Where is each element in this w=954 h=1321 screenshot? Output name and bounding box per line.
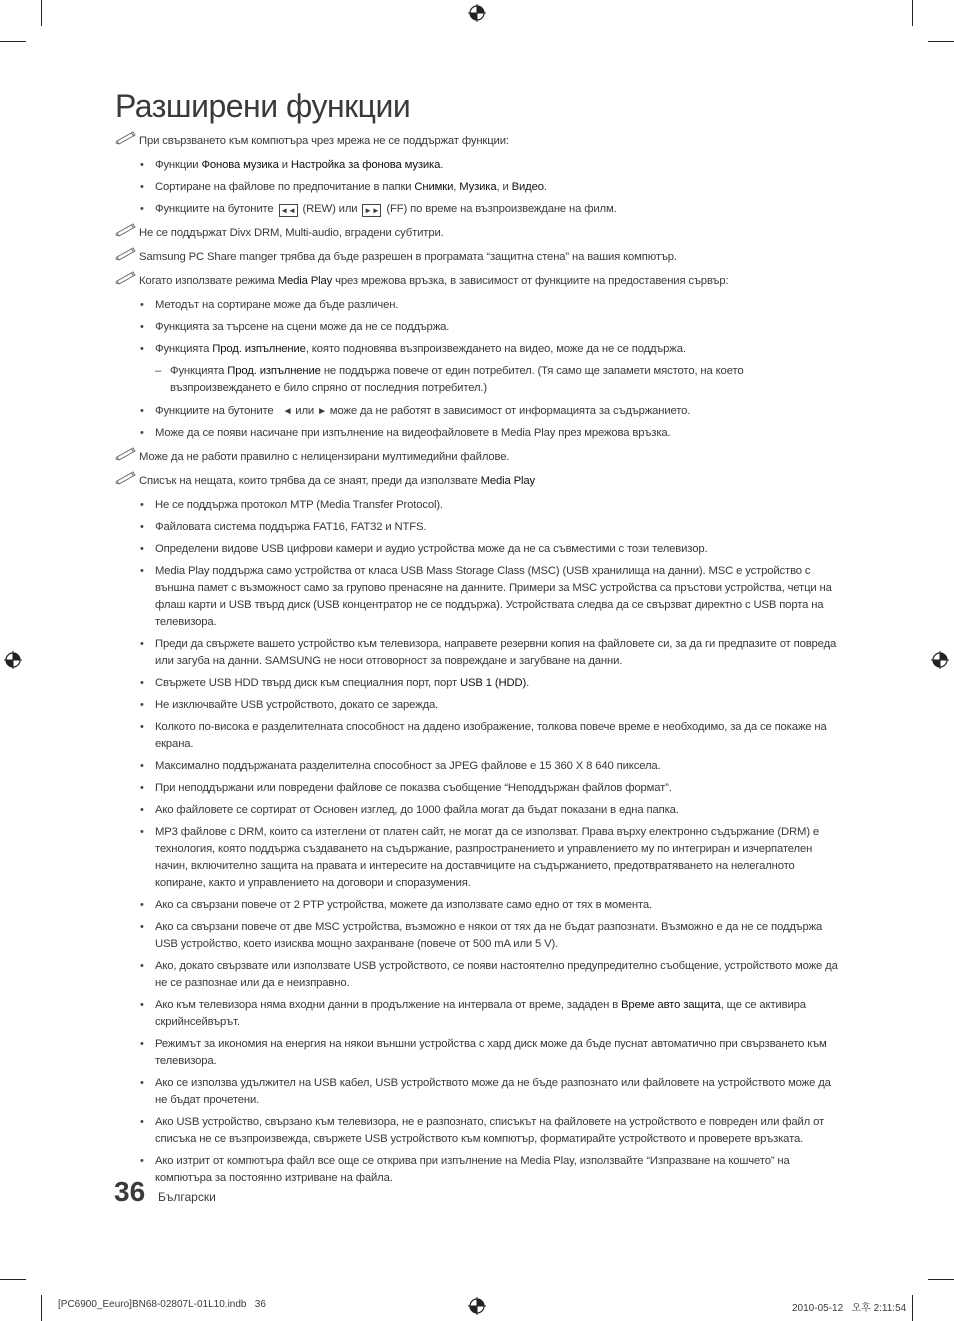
menu-term: Видео (511, 181, 544, 193)
list-item (115, 958, 841, 992)
note-text: Когато използвате режима (139, 275, 278, 287)
note-pencil-icon (115, 447, 137, 461)
crop-mark (928, 1279, 954, 1280)
text: Не изключвайте USB устройството, докато се зарежда. (155, 699, 439, 711)
note-pencil-icon (115, 271, 137, 285)
page-content (115, 133, 841, 1192)
note-text: Списък на нещата, които трябва да се знаят, преди да използвате (139, 475, 481, 487)
text: Методът на сортиране може да бъде различен. (155, 299, 399, 311)
text: (REW) или (299, 203, 361, 215)
text: , която подновява възпроизвеждането на видео, може да не се поддържа. (305, 343, 686, 355)
sub-list-item (115, 363, 841, 397)
crop-mark (41, 0, 42, 26)
text: Сортиране на файлове по предпочитание в папки (155, 181, 415, 193)
text: MP3 файлове с DRM, които са изтеглени от платен сайт, не могат да се използват. Права върху електронно съдържание (DRM) е технология, която поддържа създаването на съдържание, разпространението и управлението му по интегриран и изчерпателен начин, включително защита на правата и интересите на доставчиците на съдържанието, предотвратяването на нелегалното копиране, както и управлението на договори и споразумения. (155, 826, 820, 889)
text: Максимално поддържаната разделителна способност за JPEG файлове е 15 360 X 8 640 пиксела. (155, 760, 661, 772)
text: не поддържа повече от един потребител. (Тя само ще запамети мястото, на което възпроизвеждането е било спряно от последния потребител.) (170, 365, 744, 394)
note-pencil-icon (115, 247, 137, 261)
menu-term: Музика (459, 181, 497, 193)
text: , (453, 181, 460, 193)
print-slug-right: 2010-05-12 오후 2:11:54 (792, 1303, 907, 1314)
note-text: чрез мрежова връзка, в зависимост от функциите на предоставения сървър: (332, 275, 729, 287)
registration-mark-icon (468, 4, 486, 22)
text: . (543, 181, 547, 193)
registration-mark-icon (468, 1297, 486, 1315)
text: Ако са свързани повече от две MSC устройства, възможно е някои от тях да не бъдат разпознати. Възможно е да не се поддържа USB устройство, което изисква мощно захранване (повече от 500 mA или 5 V). (155, 921, 823, 950)
crop-mark (0, 1279, 26, 1280)
text: и (278, 159, 291, 171)
list-item (115, 824, 841, 892)
text: . (526, 677, 530, 689)
text: Функцията (170, 365, 228, 377)
list-item (115, 179, 841, 196)
list-item (115, 997, 841, 1031)
registration-mark-icon (4, 651, 22, 669)
text: Режимът за икономия на енергия на някои външни устройства с хард диск може да бъде пуснат автоматично при свързването към телевизора. (155, 1038, 827, 1067)
list-item (115, 758, 841, 775)
list-item (115, 563, 841, 631)
note-text: Samsung PC Share manger трябва да бъде разрешен в програмата “защитна стена” на вашия компютър. (139, 251, 677, 263)
list-item (115, 636, 841, 670)
text: Колкото по-висока е разделителната способност на дадено изображение, толкова повече време е необходимо, за да се покаже на екрана. (155, 721, 827, 750)
right-arrow-icon: ► (317, 406, 327, 417)
note (115, 225, 841, 242)
menu-term: USB 1 (HDD) (460, 677, 527, 689)
note (115, 473, 841, 490)
note-text: Не се поддържат Divx DRM, Multi-audio, вградени субтитри. (139, 227, 444, 239)
text: Функциите на бутоните (155, 203, 277, 215)
text: Ако са свързани повече от 2 PTP устройства, можете да използвате само едно от тях в момента. (155, 899, 653, 911)
text: Ако USB устройство, свързано към телевизора, не е разпознато, списъкът на файловете на устройството е повреден или файл от списъка не се възпроизвежда, свържете USB устройството към компютър, форматирайте устройството и проверете връзката. (155, 1116, 824, 1145)
menu-term: Media Play (480, 475, 536, 487)
text: Определени видове USB цифрови камери и аудио устройства може да не са съвместими с този телевизор. (155, 543, 708, 555)
note (115, 449, 841, 466)
text: (FF) по време на възпроизвеждане на филм. (383, 203, 617, 215)
text: , ще се активира скрийнсейвърът. (155, 999, 806, 1028)
list-item (115, 497, 841, 514)
page-number: 36 (114, 1176, 146, 1207)
menu-term: Media Play (277, 275, 333, 287)
list-item (115, 675, 841, 692)
list-item (115, 719, 841, 753)
list-item (115, 157, 841, 174)
note (115, 133, 841, 150)
text: Преди да свържете вашето устройство към телевизора, направете резервни копия на файловете си, за да ги предпазите от повреда или загуба на данни. SAMSUNG не носи отговорност за повреждане и загубване на данни. (155, 638, 837, 667)
left-arrow-icon: ◄ (282, 406, 293, 417)
text: . (440, 159, 444, 171)
note-text: Може да не работи правилно с нелицензирани мултимедийни файлове. (139, 451, 510, 463)
text: Ако изтрит от компютъра файл все още се открива при изпълнение на Media Play, използвайте “Изпразване на кошчето” на компютъра за постоянно изтриване на файла. (155, 1155, 790, 1184)
text: Ако се използва удължител на USB кабел, USB устройството може да не бъде разпознато или файловете на устройството може да не бъдат прочетени. (155, 1077, 831, 1106)
text: може да не работят в зависимост от информацията за съдържанието. (326, 405, 691, 417)
text: Функцията (155, 343, 213, 355)
list-item (115, 1153, 841, 1187)
text: или (292, 405, 318, 417)
text: Не се поддържа протокол MTP (Media Transfer Protocol). (155, 499, 443, 511)
menu-term: Прод. изпълнение (227, 365, 321, 377)
list-item (115, 519, 841, 536)
menu-term: Време авто защита (621, 999, 721, 1011)
crop-mark (912, 0, 913, 26)
menu-term: Прод. изпълнение (212, 343, 306, 355)
menu-term: Фонова музика (201, 159, 279, 171)
text: Ако файловете се сортират от Основен изглед, до 1000 файла могат да бъдат показани в една папка. (155, 804, 679, 816)
list-item (115, 919, 841, 953)
fast-forward-button-icon: ►► (364, 206, 380, 215)
note-text: При свързването към компютъра чрез мрежа не се поддържат функции: (139, 135, 509, 147)
note-pencil-icon (115, 223, 137, 237)
registration-mark-icon (931, 651, 949, 669)
text: Файловата система поддържа FAT16, FAT32 и NTFS. (155, 521, 427, 533)
note-pencil-icon (115, 131, 137, 145)
list-item (115, 1075, 841, 1109)
print-slug-left: [PC6900_Eeuro]BN68-02807L-01L10.indb 36 (58, 1299, 266, 1310)
list-item (115, 897, 841, 914)
crop-mark (0, 41, 26, 42)
text: Свържете USB HDD твърд диск към специалния порт, порт (155, 677, 460, 689)
page-language: Български (158, 1190, 216, 1204)
list-item (115, 802, 841, 819)
list-item (115, 1036, 841, 1070)
menu-term: Снимки (414, 181, 454, 193)
text: Функцията за търсене на сцени може да не се поддържа. (155, 321, 450, 333)
text: Ако, докато свързвате или използвате USB устройството, се появи настоятелно предупредително съобщение, устройството може да не се разпознае или да е неизправно. (155, 960, 838, 989)
note-pencil-icon (115, 471, 137, 485)
text: Ако към телевизора няма входни данни в продължение на интервала от време, зададен в (155, 999, 622, 1011)
list-item (115, 341, 841, 358)
list-item (115, 780, 841, 797)
note (115, 273, 841, 290)
list-item (115, 697, 841, 714)
text: , и (496, 181, 512, 193)
menu-term: Настройка за фонова музика (290, 159, 441, 171)
text: Media Play поддържа само устройства от класа USB Mass Storage Class (MSC) (USB хранилища на данни). MSC е устройство с външна памет с възможност само за групово пренасяне на данните. Примери за MSC устройства са пръстови устройства, четци на флаш карти и USB твърд диск (USB концентратор не се поддържа). Устройствата следва да се свързват директно с USB порта на телевизора. (155, 565, 832, 628)
page-title: Разширени функции (115, 88, 411, 124)
list-item (115, 201, 841, 218)
crop-mark (41, 1295, 42, 1321)
list-item (115, 541, 841, 558)
crop-mark (912, 1295, 913, 1321)
text: Функции (155, 159, 202, 171)
list-item (115, 403, 841, 420)
list-item (115, 297, 841, 314)
crop-mark (928, 41, 954, 42)
rewind-button-icon: ◄◄ (280, 206, 296, 215)
text: Може да се появи насичане при изпълнение на видеофайловете в Media Play през мрежова връзка. (155, 427, 671, 439)
text: Функциите на бутоните (155, 405, 277, 417)
text: При неподдържани или повредени файлове се показва съобщение “Неподдържан файлов формат”. (155, 782, 672, 794)
list-item (115, 425, 841, 442)
list-item (115, 319, 841, 336)
note (115, 249, 841, 266)
list-item (115, 1114, 841, 1148)
